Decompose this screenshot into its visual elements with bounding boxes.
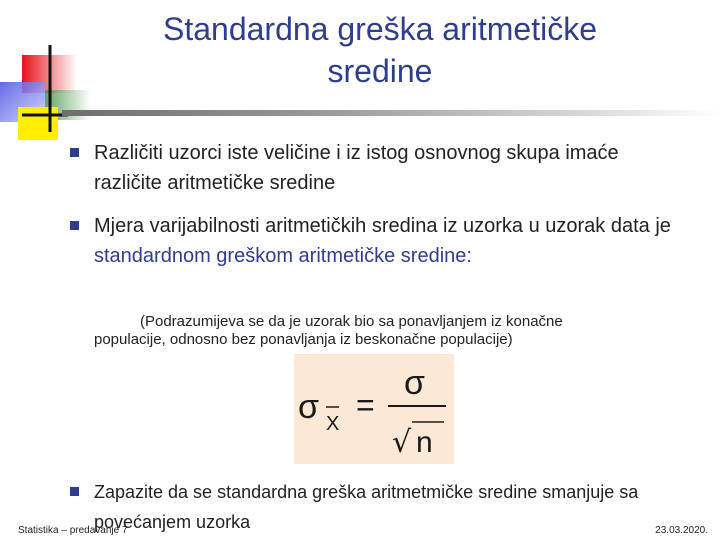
formula-lhs-sigma: σ — [298, 388, 319, 426]
bullet-3 — [70, 477, 680, 537]
decorative-logo — [0, 0, 100, 140]
bullet-marker-icon — [70, 487, 79, 496]
formula-radicand-n: n — [416, 426, 433, 459]
formula-numerator-sigma: σ — [404, 364, 425, 402]
slide-title — [100, 8, 660, 92]
formula-subscript-x: X — [326, 413, 340, 435]
footer-date: 23.03.2020. — [655, 525, 708, 536]
bullet-marker-icon — [70, 148, 79, 157]
bullet-1 — [70, 138, 680, 198]
bullet-1-text: Različiti uzorci iste veličine i iz istog osnovnog skupa imaće različite aritmetičke sredine — [94, 142, 619, 194]
formula-equals: = — [356, 387, 375, 423]
title-underline-bar — [62, 110, 720, 116]
formula-box — [294, 354, 454, 464]
bullet-2-highlight: standardnom greškom aritmetičke sredine: — [94, 245, 472, 267]
note-line-1: (Podrazumijeva se da je uzorak bio sa ponavljanjem iz konačne — [140, 313, 563, 330]
formula-radical: √ — [392, 425, 412, 460]
bullet-marker-icon — [70, 221, 79, 230]
footer-course: Statistika – predavanje 7 — [18, 525, 128, 536]
bullet-3-text: Zapazite da se standardna greška aritmetmičke sredine smanjuje sa povećanjem uzorka — [94, 482, 639, 532]
title-line-1: Standardna greška aritmetičke — [163, 11, 597, 47]
logo-yellow-square — [18, 107, 58, 140]
title-line-2: sredine — [327, 53, 433, 89]
standard-error-formula — [294, 354, 454, 464]
bullet-2-text: Mjera varijabilnosti aritmetičkih sredina iz uzorka u uzorak data je — [94, 215, 671, 237]
bullet-2 — [70, 211, 680, 271]
note — [94, 313, 674, 349]
note-line-2: populacije, odnosno bez ponavljanja iz beskonačne populacije) — [94, 331, 513, 348]
